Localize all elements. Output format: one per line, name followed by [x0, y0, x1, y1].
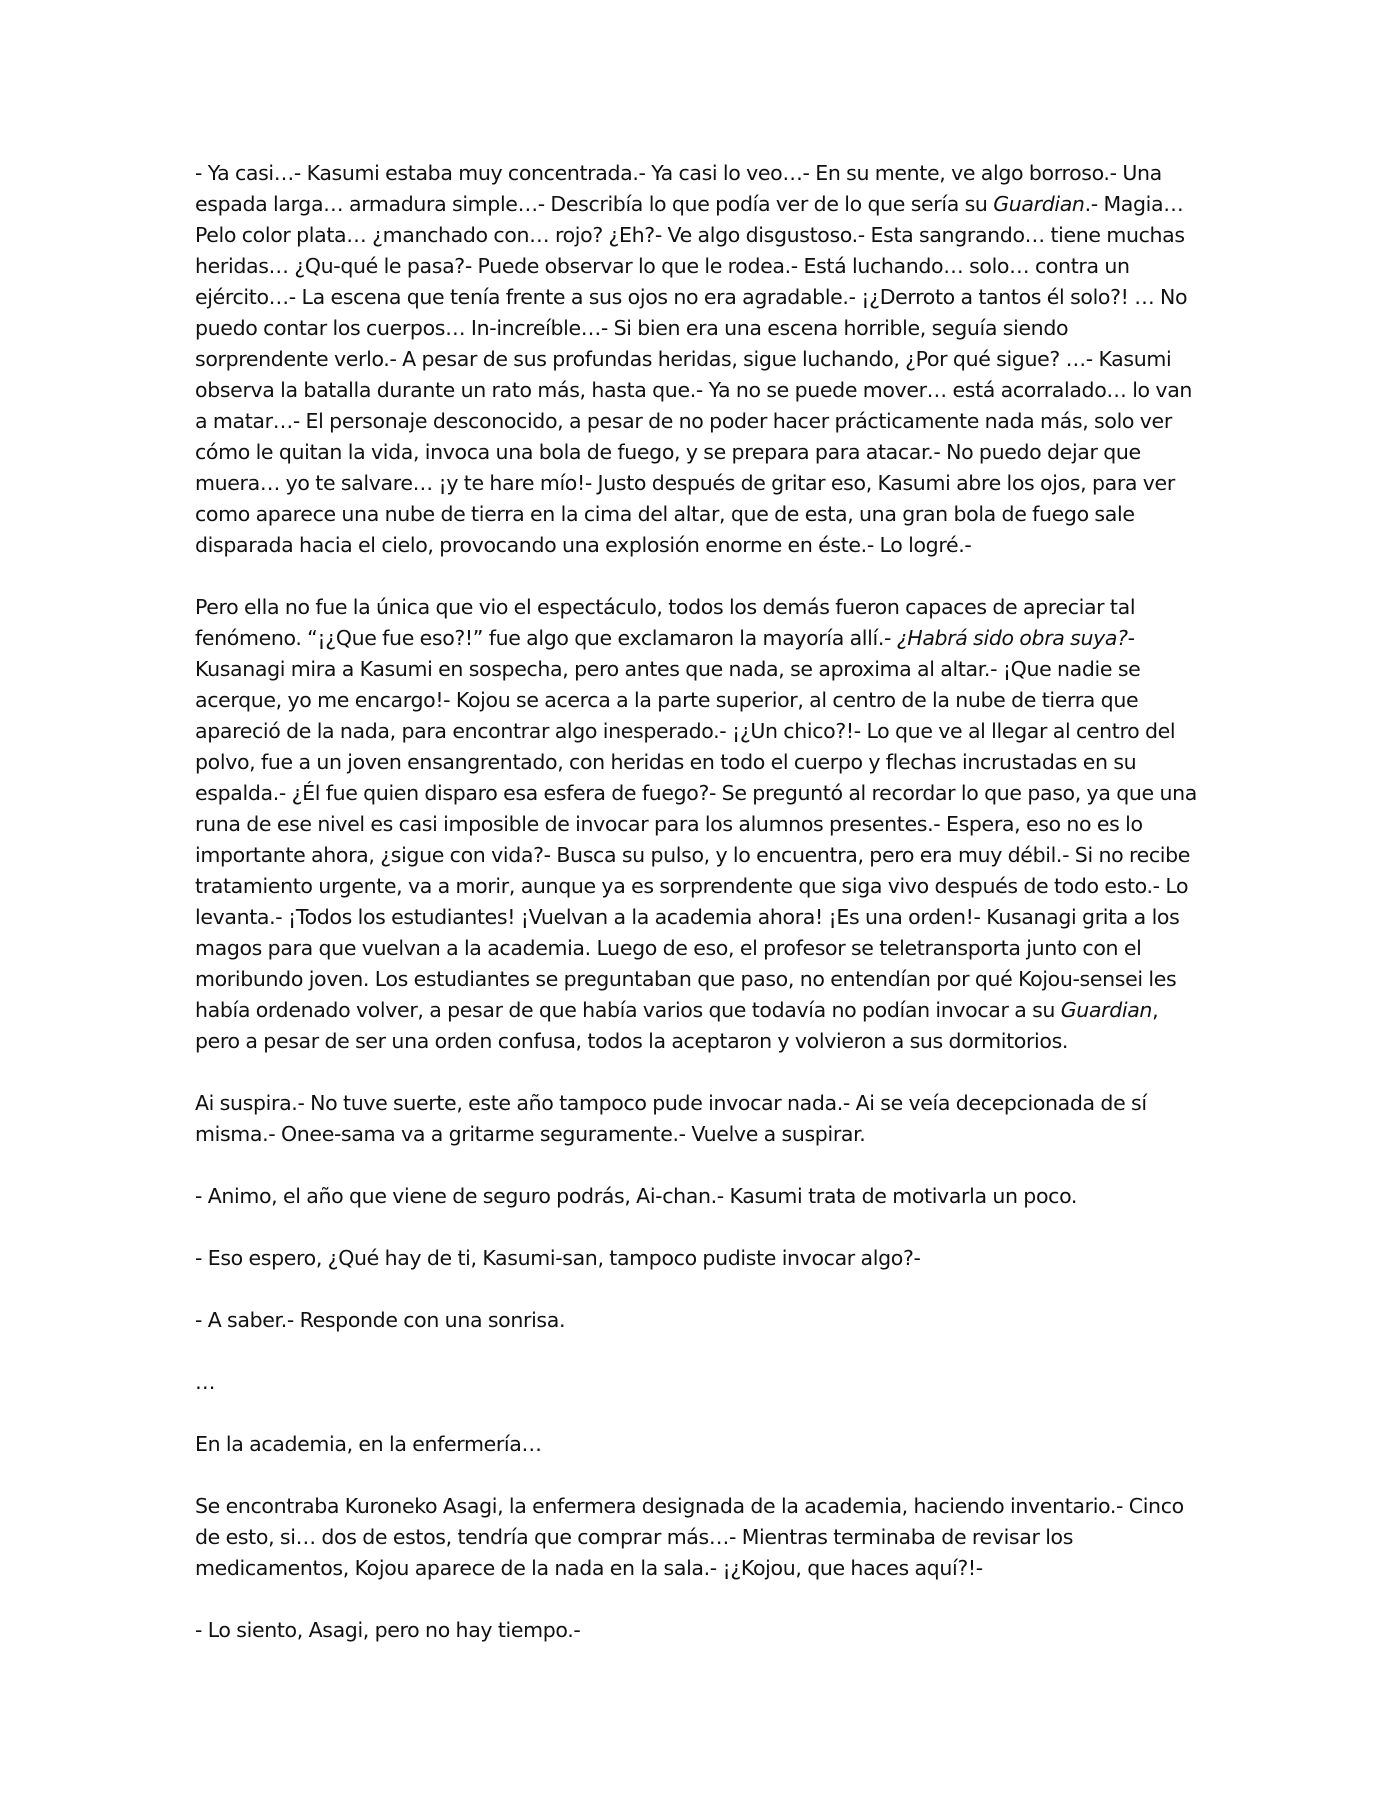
- text-segment: .- Magia… Pelo color plata… ¿manchado con… rojo? ¿Eh?- Ve algo disgustoso.- Esta sangrando… tiene muchas heridas… ¿Qu-qué le pasa?- Puede observar lo que le rodea.- Está luchando… solo… contra un ejército…- La escena que tenía frente a sus ojos no era agradable.- ¡¿Derroto a tantos él solo?! … No puedo contar los cuerpos… In-increíble…- Si bien era una escena horrible, seguía siendo sorprendente verlo.- A pesar de sus profundas heridas, sigue luchando, ¿Por qué sigue? …- Kasumi observa la batalla durante un rato más, hasta que.- Ya no se puede mover… está acorralado… lo van a matar…- El personaje desconocido, a pesar de no poder hacer prácticamente nada más, solo ver cómo le quitan la vida, invoca una bola de fuego, y se prepara para atacar.- No puedo dejar que muera… yo te salvare… ¡y te hare mío!- Justo después de gritar eso, Kasumi abre los ojos, para ver como aparece una nube de tierra en la cima del altar, que de esta, una gran bola de fuego sale disparada hacia el cielo, provocando una explosión enorme en éste.- Lo logré.-: [195, 192, 1193, 557]
- paragraph-dialogue-lo-siento: [195, 1615, 1207, 1646]
- text-segment: Se encontraba Kuroneko Asagi, la enfermera designada de la academia, haciendo inventario.- Cinco de esto, si… dos de estos, tendría que comprar más…- Mientras terminaba de revisar los medicamentos, Kojou aparece de la nada en la sala.- ¡¿Kojou, que haces aquí?!-: [195, 1494, 1184, 1580]
- paragraph-infirmary: [195, 1491, 1207, 1584]
- text-segment: …: [195, 1370, 216, 1394]
- text-segment: - Lo siento, Asagi, pero no hay tiempo.-: [195, 1618, 581, 1642]
- text-segment: - A saber.- Responde con una sonrisa.: [195, 1308, 566, 1332]
- italic-thought: ¿Habrá sido obra suya?: [896, 626, 1128, 650]
- paragraph-kasumi-vision: [195, 158, 1207, 561]
- paragraph-altar-event: [195, 592, 1207, 1057]
- paragraph-dialogue-a-saber: [195, 1305, 1207, 1336]
- paragraph-dialogue-animo: [195, 1181, 1207, 1212]
- text-segment: En la academia, en la enfermería…: [195, 1432, 542, 1456]
- scene-break: [195, 1367, 1207, 1398]
- text-segment: - Kusanagi mira a Kasumi en sospecha, pero antes que nada, se aproxima al altar.- ¡Que nadie se acerque, yo me encargo!- Kojou se acerca a la parte superior, al centro de la nube de tierra que apareció de la nada, para encontrar algo inesperado.- ¡¿Un chico?!- Lo que ve al llegar al centro del polvo, fue a un joven ensangrentado, con heridas en todo el cuerpo y flechas incrustadas en su espalda.- ¿Él fue quien disparo esa esfera de fuego?- Se preguntó al recordar lo que paso, ya que una runa de ese nivel es casi imposible de invocar para los alumnos presentes.- Espera, eso no es lo importante ahora, ¿sigue con vida?- Busca su pulso, y lo encuentra, pero era muy débil.- Si no recibe tratamiento urgente, va a morir, aunque ya es sorprendente que siga vivo después de todo esto.- Lo levanta.- ¡Todos los estudiantes! ¡Vuelvan a la academia ahora! ¡Es una orden!- Kusanagi grita a los magos para que vuelvan a la academia. Luego de eso, el profesor se teletransporta junto con el moribundo joven. Los estudiantes se preguntaban que paso, no entendían por qué Kojou-sensei les había ordenado volver, a pesar de que había varios que todavía no podían invocar a su: [195, 626, 1197, 1022]
- italic-term: Guardian: [1060, 998, 1153, 1022]
- text-segment: - Eso espero, ¿Qué hay de ti, Kasumi-san, tampoco pudiste invocar algo?-: [195, 1246, 921, 1270]
- paragraph-dialogue-eso-espero: [195, 1243, 1207, 1274]
- text-segment: , pero a pesar de ser una orden confusa, todos la aceptaron y volvieron a sus dormitorios.: [195, 998, 1159, 1053]
- italic-term: Guardian: [993, 192, 1085, 216]
- paragraph-ai-sighs: [195, 1088, 1207, 1150]
- text-segment: Pero ella no fue la única que vio el espectáculo, todos los demás fueron capaces de apreciar tal fenómeno. “¡¿Que fue eso?!” fue algo que exclamaron la mayoría allí.-: [195, 595, 1136, 650]
- text-segment: - Ya casi…- Kasumi estaba muy concentrada.- Ya casi lo veo…- En su mente, ve algo borroso.- Una espada larga… armadura simple…- Describía lo que podía ver de lo que sería su: [195, 161, 1162, 216]
- text-segment: - Animo, el año que viene de seguro podrás, Ai-chan.- Kasumi trata de motivarla un poco.: [195, 1184, 1078, 1208]
- document-page: [195, 158, 1207, 1646]
- text-segment: Ai suspira.- No tuve suerte, este año tampoco pude invocar nada.- Ai se veía decepcionada de sí misma.- Onee-sama va a gritarme seguramente.- Vuelve a suspirar.: [195, 1091, 1147, 1146]
- paragraph-scene-heading: [195, 1429, 1207, 1460]
